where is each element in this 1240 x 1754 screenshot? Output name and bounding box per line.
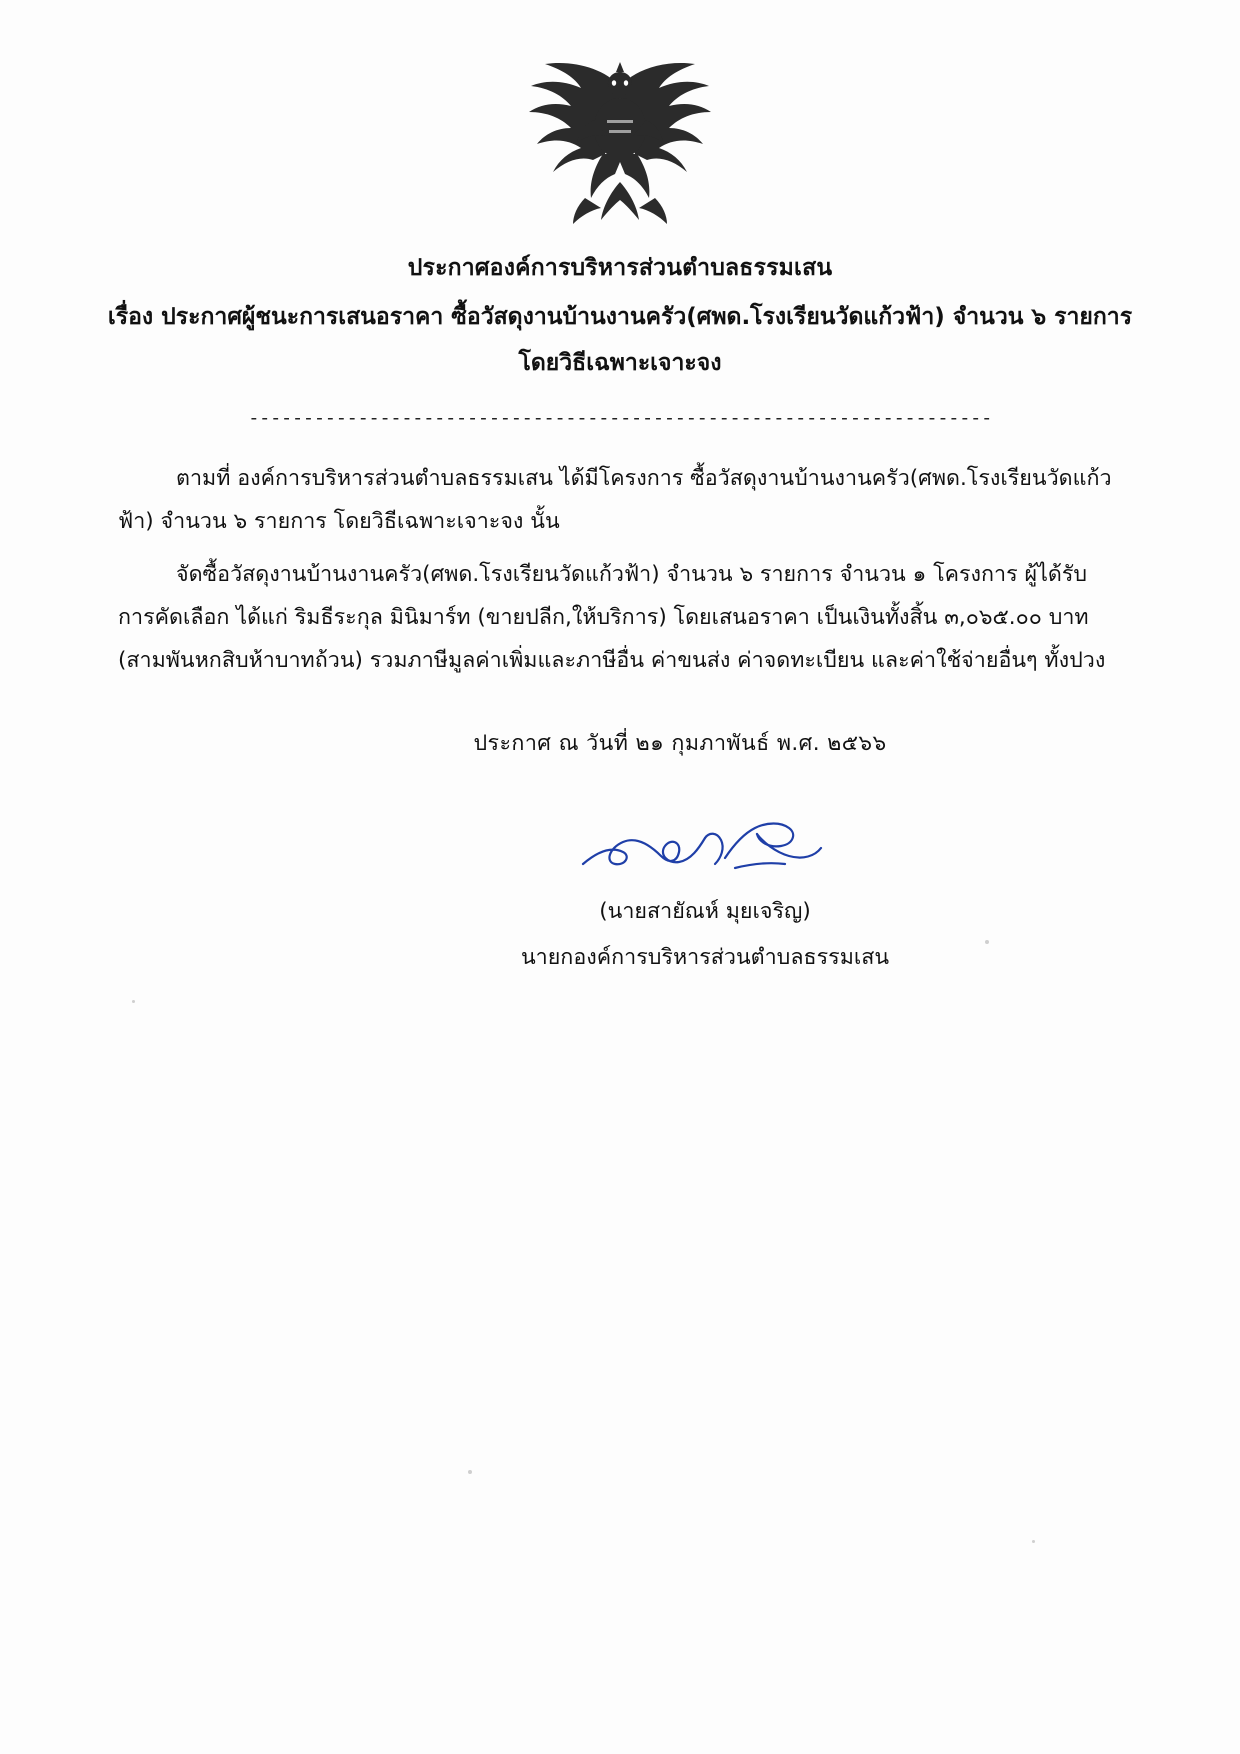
signer-name: (นายสายัณห์ มุยเจริญ) [599, 898, 811, 924]
signature-block [170, 812, 1240, 892]
handwritten-signature-icon [575, 812, 835, 892]
scan-speck [985, 940, 989, 944]
title-block [0, 251, 1240, 381]
scan-speck [132, 1000, 135, 1003]
emblem-container [0, 0, 1240, 233]
body-block [118, 457, 1122, 682]
garuda-emblem-icon [515, 58, 725, 233]
divider-rule: -------------------------------------------------------------------- [248, 406, 992, 429]
signature-area [0, 812, 1240, 974]
paragraph-1-text: ตามที่ องค์การบริหารส่วนตำบลธรรมเสน ได้มีโครงการ ซื้อวัสดุงานบ้านงานครัว(ศพด.โรงเรียนวัดแก้วฟ้า) จำนวน ๖ รายการ โดยวิธีเฉพาะเจาะจง นั้น [118, 465, 1112, 534]
paragraph-1 [118, 457, 1122, 543]
paragraph-2-text: จัดซื้อวัสดุงานบ้านงานครัว(ศพด.โรงเรียนวัดแก้วฟ้า) จำนวน ๖ รายการ จำนวน ๑ โครงการ ผู้ได้รับการคัดเลือก ได้แก่ ริมธีระกุล มินิมาร์ท (ขายปลีก,ให้บริการ) โดยเสนอราคา เป็นเงินทั้งสิ้น ๓,๐๖๕.๐๐ บาท (สามพันหกสิบห้าบาทถ้วน) รวมภาษีมูลค่าเพิ่มและภาษีอื่น ค่าขนส่ง ค่าจดทะเบียน และค่าใช้จ่ายอื่นๆ ทั้งปวง [118, 561, 1106, 673]
announcement-method: โดยวิธีเฉพาะเจาะจง [518, 350, 722, 376]
announce-date: ประกาศ ณ วันที่ ๒๑ กุมภาพันธ์ พ.ศ. ๒๕๖๖ [473, 730, 887, 756]
announcement-subject: เรื่อง ประกาศผู้ชนะการเสนอราคา ซื้อวัสดุงานบ้านงานครัว(ศพด.โรงเรียนวัดแก้วฟ้า) จำนวน ๖ รายการ [107, 303, 1133, 330]
scan-speck [468, 1470, 472, 1474]
paragraph-2 [118, 553, 1122, 682]
scan-speck [1032, 1540, 1035, 1543]
announcement-heading: ประกาศองค์การบริหารส่วนตำบลธรรมเสน [407, 255, 833, 281]
signer-role: นายกองค์การบริหารส่วนตำบลธรรมเสน [520, 944, 890, 970]
